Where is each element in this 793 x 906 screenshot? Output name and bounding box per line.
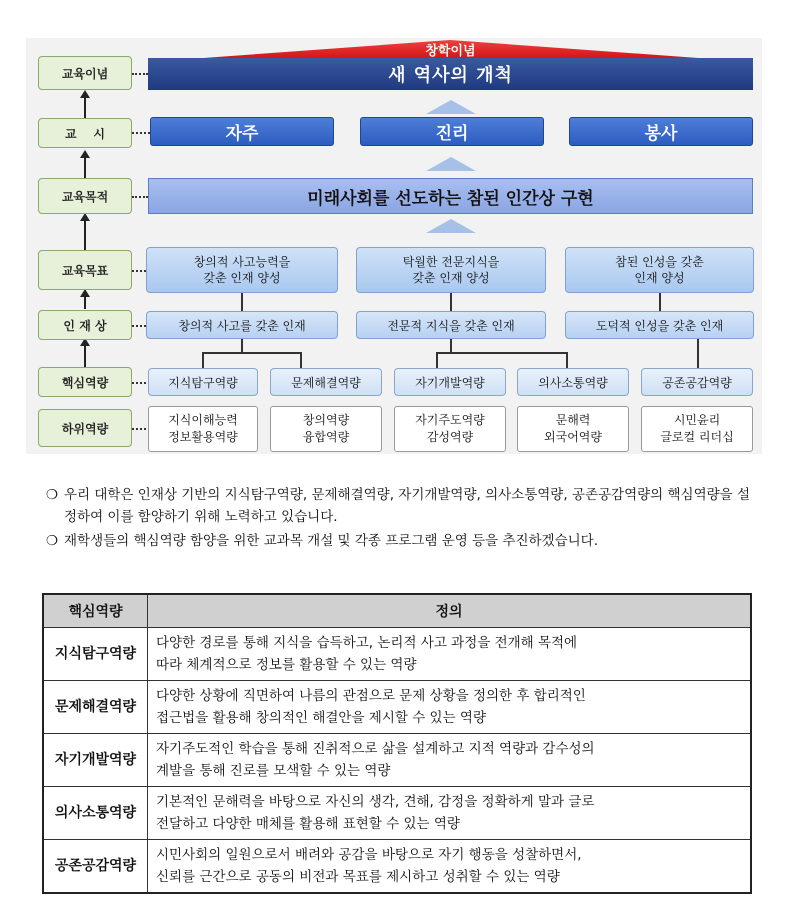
motto-service: 봉사 xyxy=(569,117,753,146)
talent-expertise: 전문적 지식을 갖춘 인재 xyxy=(356,311,546,339)
competency-definition xyxy=(148,681,752,734)
level-label-talent: 인 재 상 xyxy=(38,310,132,340)
arrow-up-icon xyxy=(80,289,90,297)
competency-definition xyxy=(148,628,752,681)
founding-title: 새 역사의 개척 xyxy=(148,58,753,90)
up-arrow-icon xyxy=(426,219,476,233)
level-label-core-competency: 핵심역량 xyxy=(38,367,132,397)
competency-name: 지식탐구역량 xyxy=(43,628,148,681)
connector xyxy=(566,352,568,368)
definition-line: 기본적인 문해력을 바탕으로 자신의 생각, 견해, 감정을 정확하게 말과 글로 xyxy=(156,794,595,810)
sub-coexistence xyxy=(641,406,753,452)
connector xyxy=(202,352,204,368)
table-row xyxy=(43,681,751,734)
goal-line: 갖춘 인재 양성 xyxy=(412,271,490,285)
level-label-motto: 교 시 xyxy=(38,118,132,148)
competency-name: 의사소통역량 xyxy=(43,787,148,840)
definition-line: 자기주도적인 학습을 통해 진취적으로 삶을 설계하고 지적 역량과 감수성의 xyxy=(156,741,595,757)
table-row xyxy=(43,628,751,681)
sub-self-development xyxy=(394,406,506,452)
level-label-sub-competency: 하위역량 xyxy=(38,409,132,447)
sub-line: 시민윤리 xyxy=(673,413,721,427)
dotted-leader xyxy=(132,428,146,430)
dotted-leader xyxy=(132,196,148,198)
connector xyxy=(450,293,452,311)
goal-line: 탁월한 전문지식을 xyxy=(402,255,500,269)
dotted-leader xyxy=(132,325,146,327)
sub-line: 글로컬 리더십 xyxy=(660,430,734,444)
sub-line: 자기주도역량 xyxy=(415,413,485,427)
dotted-leader xyxy=(132,270,146,272)
dotted-leader xyxy=(132,382,146,384)
connector xyxy=(241,339,243,353)
education-purpose: 미래사회를 선도하는 참된 인간상 구현 xyxy=(148,178,753,214)
bullet-marker-icon: ❍ xyxy=(46,533,59,549)
core-self-development: 자기개발역량 xyxy=(394,368,506,396)
sub-line: 문해력 xyxy=(555,413,591,427)
arrow-up-icon xyxy=(80,150,90,158)
connector xyxy=(300,352,302,368)
competency-name: 문제해결역량 xyxy=(43,681,148,734)
definition-line: 접근법을 활용해 창의적인 해결안을 제시할 수 있는 역량 xyxy=(156,710,486,726)
bullet-text: 재학생들의 핵심역량 함양을 위한 교과목 개설 및 각종 프로그램 운영 등을 추진하겠습니다. xyxy=(64,533,599,549)
definition-line: 전달하고 다양한 매체를 활용해 표현할 수 있는 역량 xyxy=(156,816,460,832)
sub-line: 외국어역량 xyxy=(544,430,602,444)
definition-line: 따라 체계적으로 정보를 활용할 수 있는 역량 xyxy=(156,657,417,673)
connector xyxy=(202,352,302,354)
definition-line: 시민사회의 일원으로서 배려와 공감을 바탕으로 자기 행동을 성찰하면서, xyxy=(156,847,582,863)
table-row xyxy=(43,734,751,787)
dotted-leader xyxy=(132,132,150,134)
competency-definition xyxy=(148,840,752,894)
level-label-education-goal: 교육목표 xyxy=(38,250,132,290)
competency-definition xyxy=(148,734,752,787)
core-knowledge: 지식탐구역량 xyxy=(148,368,258,396)
definition-line: 계발을 통해 진로를 모색할 수 있는 역량 xyxy=(156,763,391,779)
connector xyxy=(241,293,243,311)
talent-character: 도덕적 인성을 갖춘 인재 xyxy=(565,311,754,339)
sub-line: 감성역량 xyxy=(426,430,474,444)
sub-line: 정보활용역량 xyxy=(168,430,238,444)
column-header-competency: 핵심역량 xyxy=(43,594,148,628)
level-label-education-purpose: 교육목적 xyxy=(38,178,132,214)
connector xyxy=(659,293,661,311)
bullet-item xyxy=(46,484,758,528)
table-row xyxy=(43,840,751,894)
table-header-row xyxy=(43,594,751,628)
goal-expertise xyxy=(356,247,546,293)
bullet-list xyxy=(46,484,758,554)
competency-name: 자기개발역량 xyxy=(43,734,148,787)
connector xyxy=(450,339,452,353)
connector xyxy=(436,352,438,368)
level-label-education-ideology: 교육이념 xyxy=(38,56,132,90)
table-row xyxy=(43,787,751,840)
arrow-up-icon xyxy=(80,213,90,221)
up-arrow-icon xyxy=(426,100,476,114)
goal-line: 갖춘 인재 양성 xyxy=(203,271,281,285)
core-coexistence: 공존공감역량 xyxy=(641,368,753,396)
goal-line: 참된 인성을 갖춘 xyxy=(615,255,704,269)
motto-truth: 진리 xyxy=(360,117,544,146)
definition-line: 다양한 경로를 통해 지식을 습득하고, 논리적 사고 과정을 전개해 목적에 xyxy=(156,635,578,651)
goal-line: 인재 양성 xyxy=(634,271,685,285)
bullet-text: 우리 대학은 인재상 기반의 지식탐구역량, 문제해결역량, 자기개발역량, 의사소통역량, 공존공감역량의 핵심역량을 설정하여 이를 함양하기 위해 노력하고 있습니다. xyxy=(64,487,751,525)
core-problem-solving: 문제해결역량 xyxy=(270,368,382,396)
dotted-leader xyxy=(132,73,148,75)
goal-line: 창의적 사고능력을 xyxy=(193,255,291,269)
competency-definition xyxy=(148,787,752,840)
sub-problem-solving xyxy=(270,406,382,452)
goal-character xyxy=(565,247,754,293)
connector xyxy=(697,339,699,368)
sub-knowledge xyxy=(148,406,258,452)
up-arrow-icon xyxy=(426,157,476,171)
bullet-item xyxy=(46,530,758,552)
sub-line: 창의역량 xyxy=(302,413,350,427)
core-communication: 의사소통역량 xyxy=(517,368,629,396)
sub-line: 지식이해능력 xyxy=(168,413,238,427)
connector xyxy=(436,352,568,354)
definition-line: 다양한 상황에 직면하여 나름의 관점으로 문제 상황을 정의한 후 합리적인 xyxy=(156,688,586,704)
talent-creative: 창의적 사고를 갖춘 인재 xyxy=(146,311,338,339)
founding-label: 창학이념 xyxy=(425,43,476,59)
definition-line: 신뢰를 근간으로 공동의 비전과 목표를 제시하고 성취할 수 있는 역량 xyxy=(156,869,560,885)
sub-communication xyxy=(517,406,629,452)
goal-creative xyxy=(146,247,338,293)
competency-definition-table xyxy=(42,593,752,894)
motto-autonomy: 자주 xyxy=(150,117,334,146)
sub-line: 융합역량 xyxy=(302,430,350,444)
column-header-definition: 정의 xyxy=(148,594,752,628)
bullet-marker-icon: ❍ xyxy=(46,487,59,503)
arrow-up-icon xyxy=(80,90,90,98)
competency-name: 공존공감역량 xyxy=(43,840,148,894)
